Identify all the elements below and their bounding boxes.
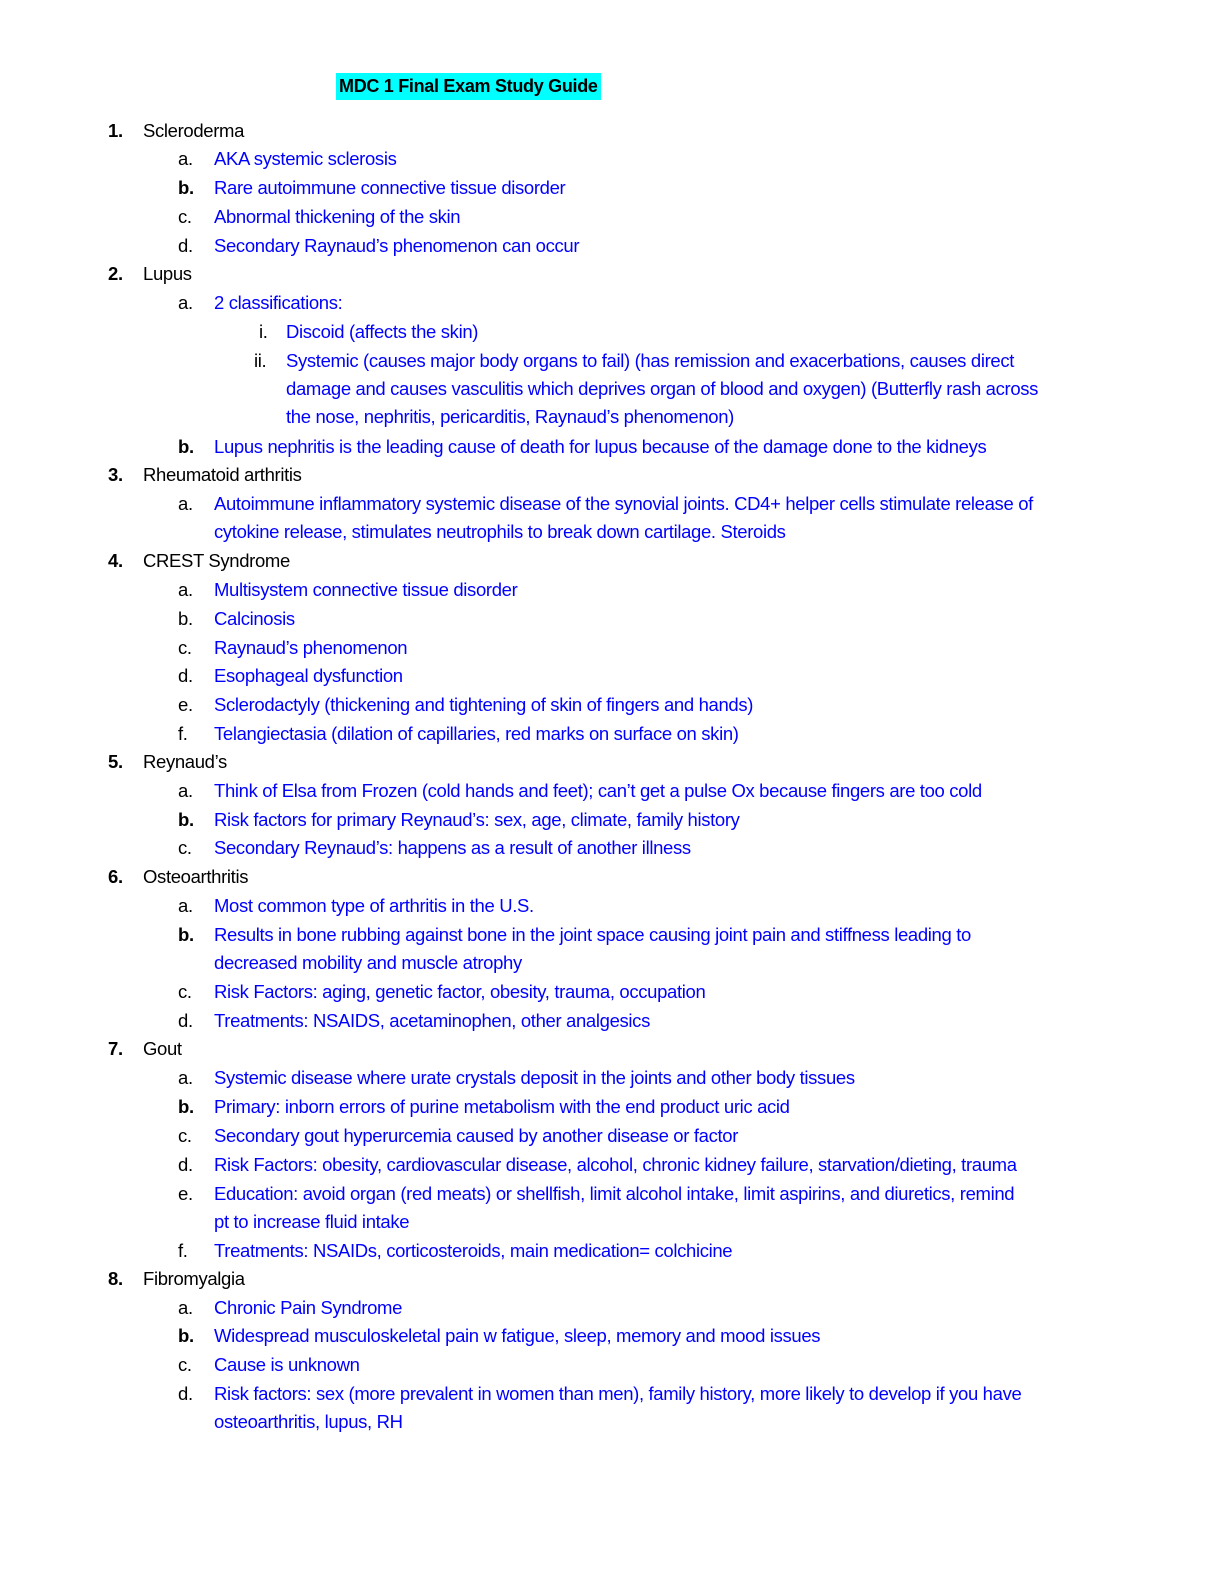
continuation-line [0,518,1224,546]
item-text: Risk factors for primary Reynaud’s: sex, age, climate, family history [214,809,740,830]
item-label: c. [178,981,192,1002]
list-item [0,1093,1224,1121]
list-item [0,634,1224,662]
item-text: Sclerodactyly (thickening and tightening of skin of fingers and hands) [214,694,754,715]
list-item [0,978,1224,1006]
list-item [0,892,1224,920]
continuation-line [0,375,1224,403]
item-text: Raynaud’s phenomenon [214,637,408,658]
item-text: Secondary gout hyperurcemia caused by another disease or factor [214,1125,739,1146]
list-item [0,806,1224,834]
continuation-line [0,1408,1224,1436]
list-item [0,662,1224,690]
item-label: c. [178,1125,192,1146]
item-text: Telangiectasia (dilation of capillaries, red marks on surface on skin) [214,723,739,744]
item-label: f. [178,723,188,744]
item-label: d. [178,1383,193,1404]
item-text: Results in bone rubbing against bone in the joint space causing joint pain and stiffness leading to [214,924,971,945]
document-title: MDC 1 Final Exam Study Guide [336,73,601,100]
item-label: e. [178,1183,193,1204]
item-label: a. [178,895,193,916]
item-text: decreased mobility and muscle atrophy [214,952,522,973]
item-text: pt to increase fluid intake [214,1211,410,1232]
item-text: Lupus nephritis is the leading cause of death for lupus because of the damage done to the kidneys [214,436,987,457]
item-text: Risk Factors: aging, genetic factor, obesity, trauma, occupation [214,981,706,1002]
item-text: Widespread musculoskeletal pain w fatigue, sleep, memory and mood issues [214,1325,821,1346]
continuation-line [0,1208,1224,1236]
item-label: a. [178,1067,193,1088]
topic-heading [0,863,1224,891]
item-text: Esophageal dysfunction [214,665,403,686]
list-item [0,921,1224,949]
item-text: Systemic disease where urate crystals deposit in the joints and other body tissues [214,1067,855,1088]
topic-title: Gout [143,1038,182,1059]
list-item [0,777,1224,805]
item-text: 2 classifications: [214,292,343,313]
list-item [0,720,1224,748]
topic-number: 2. [108,263,123,284]
list-item [0,433,1224,461]
item-text: Risk factors: sex (more prevalent in women than men), family history, more likely to develop if you have [214,1383,1022,1404]
item-text: Think of Elsa from Frozen (cold hands and feet); can’t get a pulse Ox because fingers are too cold [214,780,982,801]
item-label: a. [178,493,193,514]
list-item [0,232,1224,260]
item-label: b. [178,436,194,457]
item-label: a. [178,292,193,313]
item-label: d. [178,235,193,256]
item-text: Cause is unknown [214,1354,360,1375]
list-item [0,1380,1224,1408]
list-item [0,1294,1224,1322]
topic-number: 6. [108,866,123,887]
list-item [0,289,1224,317]
item-text: osteoarthritis, lupus, RH [214,1411,403,1432]
item-label: a. [178,579,193,600]
topic-number: 1. [108,120,123,141]
item-text: Risk Factors: obesity, cardiovascular disease, alcohol, chronic kidney failure, starvation/dieting, trauma [214,1154,1017,1175]
item-text: Treatments: NSAIDS, acetaminophen, other analgesics [214,1010,650,1031]
list-item [0,1151,1224,1179]
list-item [0,203,1224,231]
topic-number: 4. [108,550,123,571]
item-label: c. [178,206,192,227]
topic-title: Osteoarthritis [143,866,249,887]
item-label: d. [178,665,193,686]
item-label: b. [178,1325,194,1346]
list-item [0,490,1224,518]
list-item [0,1180,1224,1208]
item-text: Autoimmune inflammatory systemic disease of the synovial joints. CD4+ helper cells stimulate release of [214,493,1033,514]
item-text: Calcinosis [214,608,295,629]
item-text: Chronic Pain Syndrome [214,1297,403,1318]
item-label: d. [178,1154,193,1175]
item-text: Rare autoimmune connective tissue disorder [214,177,566,198]
topic-heading [0,461,1224,489]
topic-heading [0,260,1224,288]
item-label: a. [178,148,193,169]
item-text: Multisystem connective tissue disorder [214,579,518,600]
item-text: Discoid (affects the skin) [286,321,479,342]
item-label: c. [178,837,192,858]
topic-heading [0,1265,1224,1293]
item-text: Secondary Raynaud’s phenomenon can occur [214,235,580,256]
topic-heading [0,547,1224,575]
topic-title: Fibromyalgia [143,1268,245,1289]
topic-heading [0,117,1224,145]
topic-title: Scleroderma [143,120,245,141]
list-item [0,145,1224,173]
continuation-line [0,403,1224,431]
list-item [0,1122,1224,1150]
topic-title: Lupus [143,263,192,284]
list-item [0,834,1224,862]
item-text: Systemic (causes major body organs to fail) (has remission and exacerbations, causes direct [286,350,1015,371]
topic-title: Reynaud’s [143,751,227,772]
topic-number: 3. [108,464,123,485]
item-text: Primary: inborn errors of purine metabolism with the end product uric acid [214,1096,790,1117]
list-item [0,1007,1224,1035]
item-label: b. [178,809,194,830]
item-text: Most common type of arthritis in the U.S. [214,895,534,916]
list-item [0,605,1224,633]
topic-title: Rheumatoid arthritis [143,464,302,485]
item-label: d. [178,1010,193,1031]
continuation-line [0,949,1224,977]
item-label: b. [178,177,194,198]
item-text: Treatments: NSAIDs, corticosteroids, main medication= colchicine [214,1240,733,1261]
item-text: damage and causes vasculitis which deprives organ of blood and oxygen) (Butterfly rash across [286,378,1039,399]
sub-list-item [0,347,1224,375]
list-item [0,1351,1224,1379]
list-item [0,1064,1224,1092]
list-item [0,691,1224,719]
item-label: i. [259,321,268,342]
topic-title: CREST Syndrome [143,550,290,571]
item-text: AKA systemic sclerosis [214,148,397,169]
item-label: a. [178,780,193,801]
item-label: b. [178,608,193,629]
item-text: Abnormal thickening of the skin [214,206,461,227]
item-label: a. [178,1297,193,1318]
item-label: f. [178,1240,188,1261]
item-text: the nose, nephritis, pericarditis, Raynaud’s phenomenon) [286,406,734,427]
item-label: c. [178,637,192,658]
item-label: ii. [254,350,267,371]
topic-number: 7. [108,1038,123,1059]
item-text: cytokine release, stimulates neutrophils to break down cartilage. Steroids [214,521,786,542]
item-text: Secondary Reynaud’s: happens as a result of another illness [214,837,691,858]
topic-heading [0,748,1224,776]
item-label: b. [178,1096,194,1117]
sub-list-item [0,318,1224,346]
item-text: Education: avoid organ (red meats) or shellfish, limit alcohol intake, limit aspirins, and diuretics, remind [214,1183,1015,1204]
list-item [0,1237,1224,1265]
list-item [0,576,1224,604]
topic-number: 5. [108,751,123,772]
list-item [0,174,1224,202]
item-label: b. [178,924,194,945]
item-label: e. [178,694,193,715]
topic-number: 8. [108,1268,123,1289]
item-label: c. [178,1354,192,1375]
list-item [0,1322,1224,1350]
topic-heading [0,1035,1224,1063]
